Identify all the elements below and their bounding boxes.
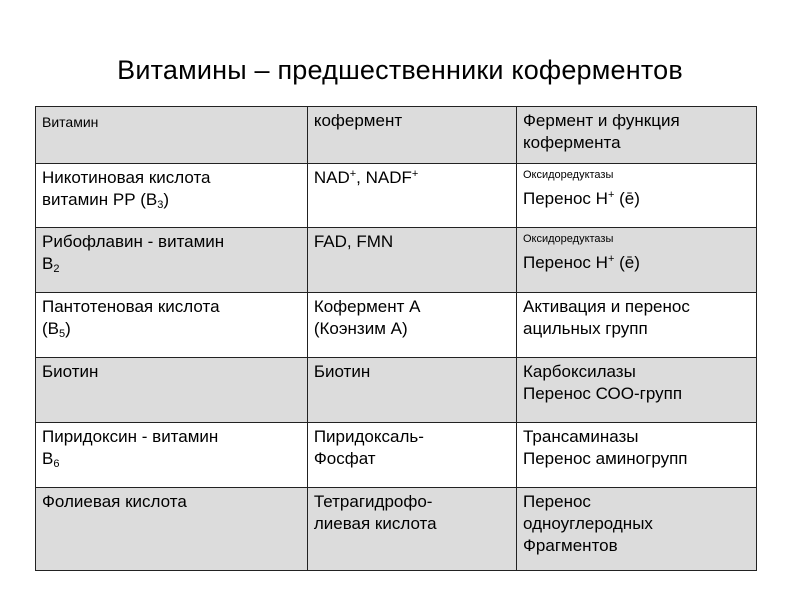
cell-vitamin — [36, 228, 308, 293]
function-line2: одноуглеродных — [523, 514, 653, 533]
table-header-row — [36, 107, 757, 164]
cell-function — [517, 423, 757, 488]
cell-function — [517, 164, 757, 228]
table-row — [36, 423, 757, 488]
function-tail: (ē) — [614, 189, 640, 208]
vitamin-line2 — [42, 189, 301, 211]
vitamin-line2 — [42, 318, 301, 340]
cell-vitamin — [36, 358, 308, 423]
function-line1: Карбоксилазы — [523, 362, 636, 381]
coenzyme-line2: (Коэнзим А) — [313, 319, 408, 338]
table-row — [36, 228, 757, 293]
coenzyme-label: Биотин — [313, 362, 371, 381]
vitamin-subscript: 5 — [59, 328, 66, 340]
coenzyme-b-sup: + — [411, 168, 419, 180]
function-line1: Перенос — [523, 492, 591, 511]
cell-coenzyme — [307, 293, 516, 358]
cell-coenzyme — [307, 358, 516, 423]
vitamin-line2-main: витамин РР (В — [42, 190, 158, 209]
vitamin-line2-main: (В — [42, 319, 59, 338]
enzyme-small: Оксидоредуктазы — [523, 169, 614, 181]
vitamin-line1: Пантотеновая кислота — [42, 297, 220, 316]
header-function — [517, 107, 757, 164]
vitamin-line2-tail: ) — [65, 319, 71, 338]
coenzyme-sep: , NADF — [356, 168, 412, 187]
cell-coenzyme — [307, 488, 516, 571]
coenzyme-a: NAD — [313, 168, 350, 187]
function-line — [523, 188, 750, 210]
header-vitamin — [36, 107, 308, 164]
function-line2: Перенос аминогрупп — [523, 449, 688, 468]
coenzyme-line1: Тетрагидрофо- — [313, 492, 433, 511]
coenzyme-line2: Фосфат — [313, 449, 376, 468]
vitamins-table — [35, 106, 757, 571]
vitamin-label: Фолиевая кислота — [42, 492, 187, 511]
function-line3: Фрагментов — [523, 536, 618, 555]
vitamin-line1: Рибофлавин - витамин — [42, 232, 225, 251]
vitamin-subscript: 3 — [157, 199, 164, 211]
coenzyme-label: FAD, FMN — [313, 232, 394, 251]
header-function-line1: Фермент и функция — [523, 111, 680, 130]
cell-coenzyme — [307, 423, 516, 488]
table-row — [36, 164, 757, 228]
vitamin-subscript: 6 — [53, 458, 60, 470]
header-function-line2: кофермента — [523, 133, 621, 152]
cell-vitamin — [36, 293, 308, 358]
coenzyme-line1: Кофермент А — [313, 297, 421, 316]
function-line2: Перенос СОО-групп — [523, 384, 683, 403]
vitamin-line2 — [42, 253, 301, 275]
function-tail: (ē) — [614, 253, 640, 272]
coenzyme-line1: Пиридоксаль- — [313, 427, 424, 446]
cell-function — [517, 488, 757, 571]
vitamin-line2-main: В — [42, 449, 54, 468]
page-title: Витамины – предшественники коферментов — [117, 55, 683, 85]
vitamin-line1: Пиридоксин - витамин — [42, 427, 219, 446]
function-main: Перенос Н — [523, 253, 608, 272]
cell-vitamin — [36, 423, 308, 488]
function-sup: + — [607, 189, 615, 201]
cell-function — [517, 358, 757, 423]
vitamin-subscript: 2 — [53, 263, 60, 275]
vitamin-line1: Никотиновая кислота — [42, 168, 211, 187]
vitamin-line2 — [42, 448, 301, 470]
vitamin-line2-tail: ) — [163, 190, 170, 209]
function-line — [523, 252, 750, 274]
table-row — [36, 358, 757, 423]
table-row — [36, 488, 757, 571]
cell-vitamin — [36, 164, 308, 228]
cell-function — [517, 293, 757, 358]
function-main: Перенос Н — [523, 189, 608, 208]
function-sup: + — [607, 253, 615, 265]
table-row — [36, 293, 757, 358]
cell-function — [517, 228, 757, 293]
coenzyme-a-sup: + — [349, 168, 357, 180]
vitamin-line2-main: В — [42, 254, 54, 273]
function-line1: Активация и перенос — [523, 297, 690, 316]
function-line1: Трансаминазы — [523, 427, 639, 446]
enzyme-small: Оксидоредуктазы — [523, 233, 614, 245]
vitamin-label: Биотин — [42, 362, 99, 381]
cell-coenzyme — [307, 228, 516, 293]
coenzyme-line2: лиевая кислота — [313, 514, 437, 533]
header-vitamin-label: Витамин — [42, 114, 99, 130]
cell-vitamin — [36, 488, 308, 571]
header-coenzyme-label: кофермент — [313, 111, 403, 130]
header-coenzyme — [307, 107, 516, 164]
cell-coenzyme — [307, 164, 516, 228]
function-line2: ацильных групп — [523, 319, 648, 338]
